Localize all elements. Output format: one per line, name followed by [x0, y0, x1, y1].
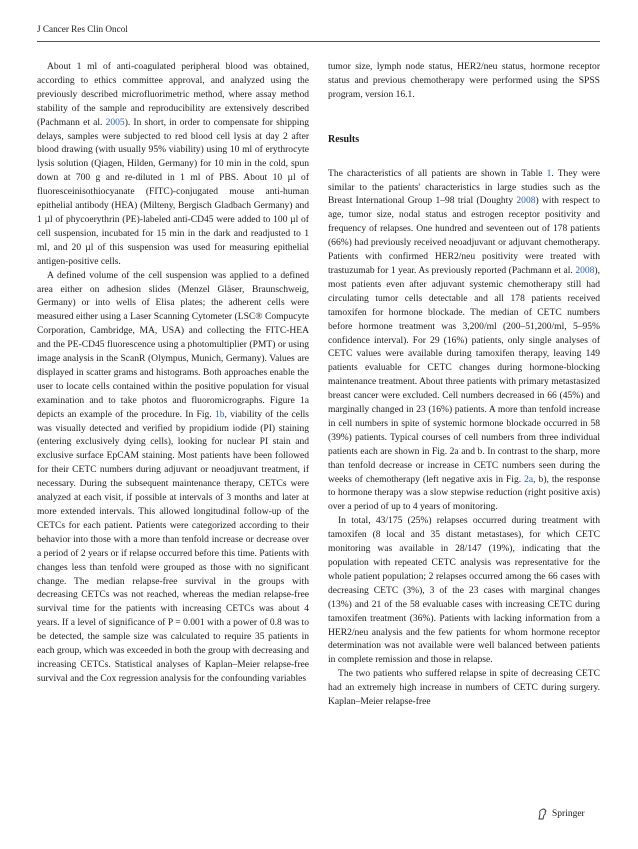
- left-column: [37, 60, 309, 686]
- citation-link[interactable]: 1: [546, 167, 552, 179]
- header-rule: [37, 41, 600, 42]
- left-paragraph-2: A defined volume of the cell suspension was applied to a defined area either on adhesion slides (Menzel Gläser, Braunschweig, Germany) or into wells of Elisa plates; the adherent cells were measured either using a Laser Scanning Cytometer (LSC® Compucyte Corporation, Cambridge, MA, USA) and collecting the FITC-HEA and the PE-CD45 fluorescence using a photomultiplier (PMT) or using image analysis in the ScanR (Olympus, Munich, Germany). Values are displayed in scatter grams and histograms. Both approaches enable the user to locate cells contained within the positive population for visual examination and to take photos and fluoromicrographs. Figure 1a depicts an example of the procedure. In Fig. 1b, viability of the cells was visually detected and verified by propidium iodide (PI) staining (entering exclusively dying cells), looking for nuclear PI stain and exclusive surface EpCAM staining. Most patients have been followed for their CETC numbers during adjuvant or neoadjuvant treatment, if necessary. During the subsequent maintenance therapy, CETCs were analyzed at each visit, if possible at intervals of 3 months and later at more extended intervals. This allowed longitudinal follow-up of the CETCs for each patient. Patients were categorized according to their behavior into those with a more than tenfold increase or decrease over a period of 2 years or if relapse occurred before this time. Patients with changes less than tenfold were grouped as those with no significant change. The median relapse-free survival in the groups with decreasing CETCs was not reached, whereas the median relapse-free survival time for the patients with increasing CETCs was about 4 years. If a level of significance of P = 0.001 with a power of 0.8 was to be detected, the sample size was calculated to require 35 patients in each group, which was exceeded in both the group with decreasing and increasing CETCs. Statistical analyses of Kaplan–Meier relapse-free survival and the Cox regression analysis for the confounding variables: [37, 269, 309, 684]
- right-paragraph-4: The two patients who suffered relapse in spite of decreasing CETC had an extremely high increase in numbers of CETC during surgery. Kaplan–Meier relapse-free: [328, 668, 600, 708]
- publisher-name: Springer: [552, 809, 585, 819]
- right-paragraph-3: In total, 43/175 (25%) relapses occurred during treatment with tamoxifen (8 local and 35 distant metastases), for which CETC monitoring was available in 28/147 (19%), indicating that the population with repeated CETC analysis was representative for the whole patient population; 2 relapses occurred among the 66 cases with decreasing CETC (3%), 3 of the 23 cases with marginal changes (13%) and 21 of the 58 evaluable cases with increasing CETC during tamoxifen treatment (36%). Patients with lacking information from a HER2/neu analysis and the few patients for whom hormone receptor determination was not available were well balanced between patients in complete remission and those in relapse.: [328, 515, 600, 666]
- results-heading: Results: [328, 133, 360, 145]
- citation-link[interactable]: 2005: [105, 116, 125, 128]
- left-paragraph-1: About 1 ml of anti-coagulated peripheral blood was obtained, according to ethics committee approval, and analyzed using the previously described microfluorimetric method, where assay method stability of the sample and reproducibility are extensively described (Pachmann et al. 2005). In short, in order to compensate for shipping delays, samples were subjected to red blood cell lysis at day 2 after blood drawing (with usually 95% viability) using 10 ml of erythrocyte lysis solution (Qiagen, Hilden, Germany) for 10 min in the cold, spun down at 700 g and re-diluted in 1 ml of PBS. About 10 µl of fluoresceinisothiocyanate (FITC)-conjugated mouse anti-human epithelial antibody (HEA) (Milteny, Bergisch Gladbach Germany) and 1 µl of phycoerythrin (PE)-labeled anti-CD45 were added to 100 µl of cell suspension, incubated for 15 min in the dark and readjusted to 1 ml, and 20 µl of this suspension was used for measuring epithelial antigen-positive cells.: [37, 61, 310, 267]
- journal-header: J Cancer Res Clin Oncol: [37, 24, 128, 34]
- citation-link[interactable]: 2008: [575, 264, 595, 276]
- citation-link[interactable]: 1b: [214, 408, 225, 420]
- springer-horse-icon: [537, 808, 548, 820]
- citation-link[interactable]: 2a: [524, 473, 534, 485]
- right-paragraph-2: The characteristics of all patients are shown in Table 1. They were similar to the patients' characteristics in large studies such as the Breast International Group 1–98 trial (Doughty 2008) with respect to age, tumor size, nodal status and estrogen receptor positivity and frequency of relapses. One hundred and seventeen out of 178 patients (66%) had previously received neoadjuvant or adjuvant chemotherapy. Patients with confirmed HER2/neu positivity were treated with trastuzumab for 1 year. As previously reported (Pachmann et al. 2008), most patients even after adjuvant systemic chemotherapy still had circulating tumor cells detectable and all 178 patients received tamoxifen for hormone blockade. The median of CETC numbers before hormone treatment was 3,200/ml (200–51,200/ml, 5–95% confidence interval). For 29 (16%) patients, only single analyses of CETC values were available during tamoxifen therapy, leaving 149 patients evaluable for CETC changes during hormone-blocking maintenance treatment. About three patients with primary metastasized breast cancer were excluded. Cell numbers decreased in 66 (45%) and marginally changed in 23 (16%) patients. A more than tenfold increase in cell numbers in spite of systemic hormone blockade occurred in 58 (39%) patients. Typical courses of cell numbers from three individual patients each are shown in Fig. 2a and b. In contrast to the sharp, more than tenfold decrease or increase in CETC numbers seen during the weeks of chemotherapy (left negative axis in Fig. 2a, b), the response to hormone therapy was a slow stepwise reduction (right positive axis) over a period of up to 4 years of monitoring.: [328, 167, 601, 513]
- citation-link[interactable]: 2008: [516, 195, 536, 207]
- right-column: [328, 60, 600, 709]
- publisher-footer: [537, 808, 585, 820]
- right-paragraph-1: tumor size, lymph node status, HER2/neu status, hormone receptor status and previous chemotherapy were performed using the SPSS program, version 16.1.: [328, 61, 600, 100]
